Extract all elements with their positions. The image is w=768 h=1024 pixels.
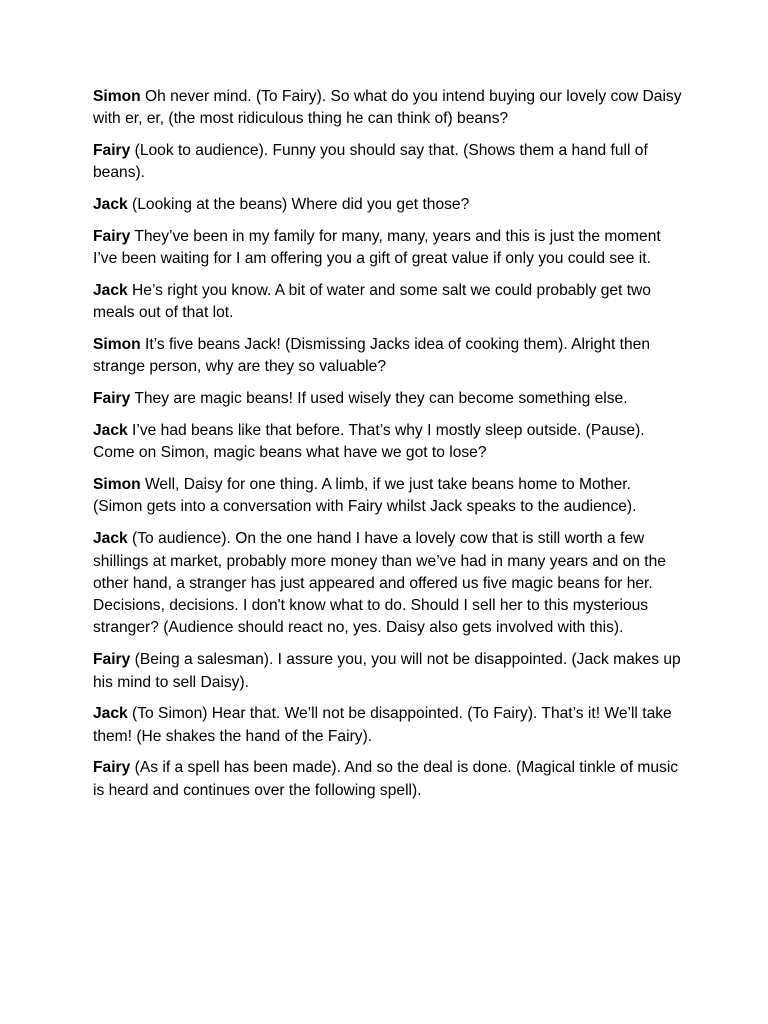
speaker-name: Jack <box>93 530 128 548</box>
speaker-name: Jack <box>93 282 128 300</box>
line-text: Oh never mind. (To Fairy). So what do you intend buying our lovely cow Daisy with er, er, (the most ridiculous thing he can think of) beans? <box>93 88 682 128</box>
script-line <box>93 420 683 465</box>
line-text: (Looking at the beans) Where did you get those? <box>132 196 470 214</box>
line-text: Well, Daisy for one thing. A limb, if we just take beans home to Mother. (Simon gets into a conversation with Fairy whilst Jack speaks to the audience). <box>93 476 637 516</box>
speaker-name: Jack <box>93 705 128 723</box>
speaker-name: Simon <box>93 336 141 354</box>
script-line <box>93 528 683 639</box>
speaker-name: Simon <box>93 476 141 494</box>
script-line <box>93 280 683 325</box>
speaker-name: Fairy <box>93 759 131 777</box>
script-line <box>93 194 683 216</box>
script-line <box>93 649 683 694</box>
line-text: (To audience). On the one hand I have a lovely cow that is still worth a few shillings at market, probably more money than we’ve had in many years and on the other hand, a stranger has just appeared and offered us five magic beans for her. Decisions, decisions. I don't know what to do. Should I sell her to this mysterious stranger? (Audience should react no, yes. Daisy also gets involved with this). <box>93 530 666 637</box>
speaker-name: Simon <box>93 88 141 105</box>
script-line <box>93 334 683 379</box>
line-text: (Being a salesman). I assure you, you will not be disappointed. (Jack makes up his mind to sell Daisy). <box>93 651 681 691</box>
speaker-name: Fairy <box>93 142 131 160</box>
script-line <box>93 388 683 410</box>
script-line <box>93 226 683 271</box>
line-text: (Look to audience). Funny you should say that. (Shows them a hand full of beans). <box>93 142 648 182</box>
line-text: They are magic beans! If used wisely they can become something else. <box>134 390 628 408</box>
line-text: They’ve been in my family for many, many, years and this is just the moment I’ve been waiting for I am offering you a gift of great value if only you could see it. <box>93 227 661 268</box>
script-line <box>93 474 683 519</box>
script-line <box>93 757 683 802</box>
script-line <box>93 86 683 131</box>
line-text: It’s five beans Jack! (Dismissing Jacks idea of cooking them). Alright then strange person, why are they so valuable? <box>93 336 650 376</box>
script-line <box>93 703 683 748</box>
speaker-name: Fairy <box>93 651 131 669</box>
line-text: (As if a spell has been made). And so the deal is done. (Magical tinkle of music is heard and continues over the following spell). <box>93 759 679 799</box>
speaker-name: Jack <box>93 196 128 214</box>
speaker-name: Fairy <box>93 227 131 245</box>
script-line <box>93 140 683 185</box>
line-text: He’s right you know. A bit of water and some salt we could probably get two meals out of that lot. <box>93 282 651 322</box>
line-text: I’ve had beans like that before. That’s why I mostly sleep outside. (Pause). Come on Simon, magic beans what have we got to lose? <box>93 422 645 462</box>
script-page <box>93 86 683 812</box>
line-text: (To Simon) Hear that. We’ll not be disappointed. (To Fairy). That’s it! We’ll take them! (He shakes the hand of the Fairy). <box>93 705 672 745</box>
speaker-name: Fairy <box>93 390 131 408</box>
speaker-name: Jack <box>93 422 128 440</box>
